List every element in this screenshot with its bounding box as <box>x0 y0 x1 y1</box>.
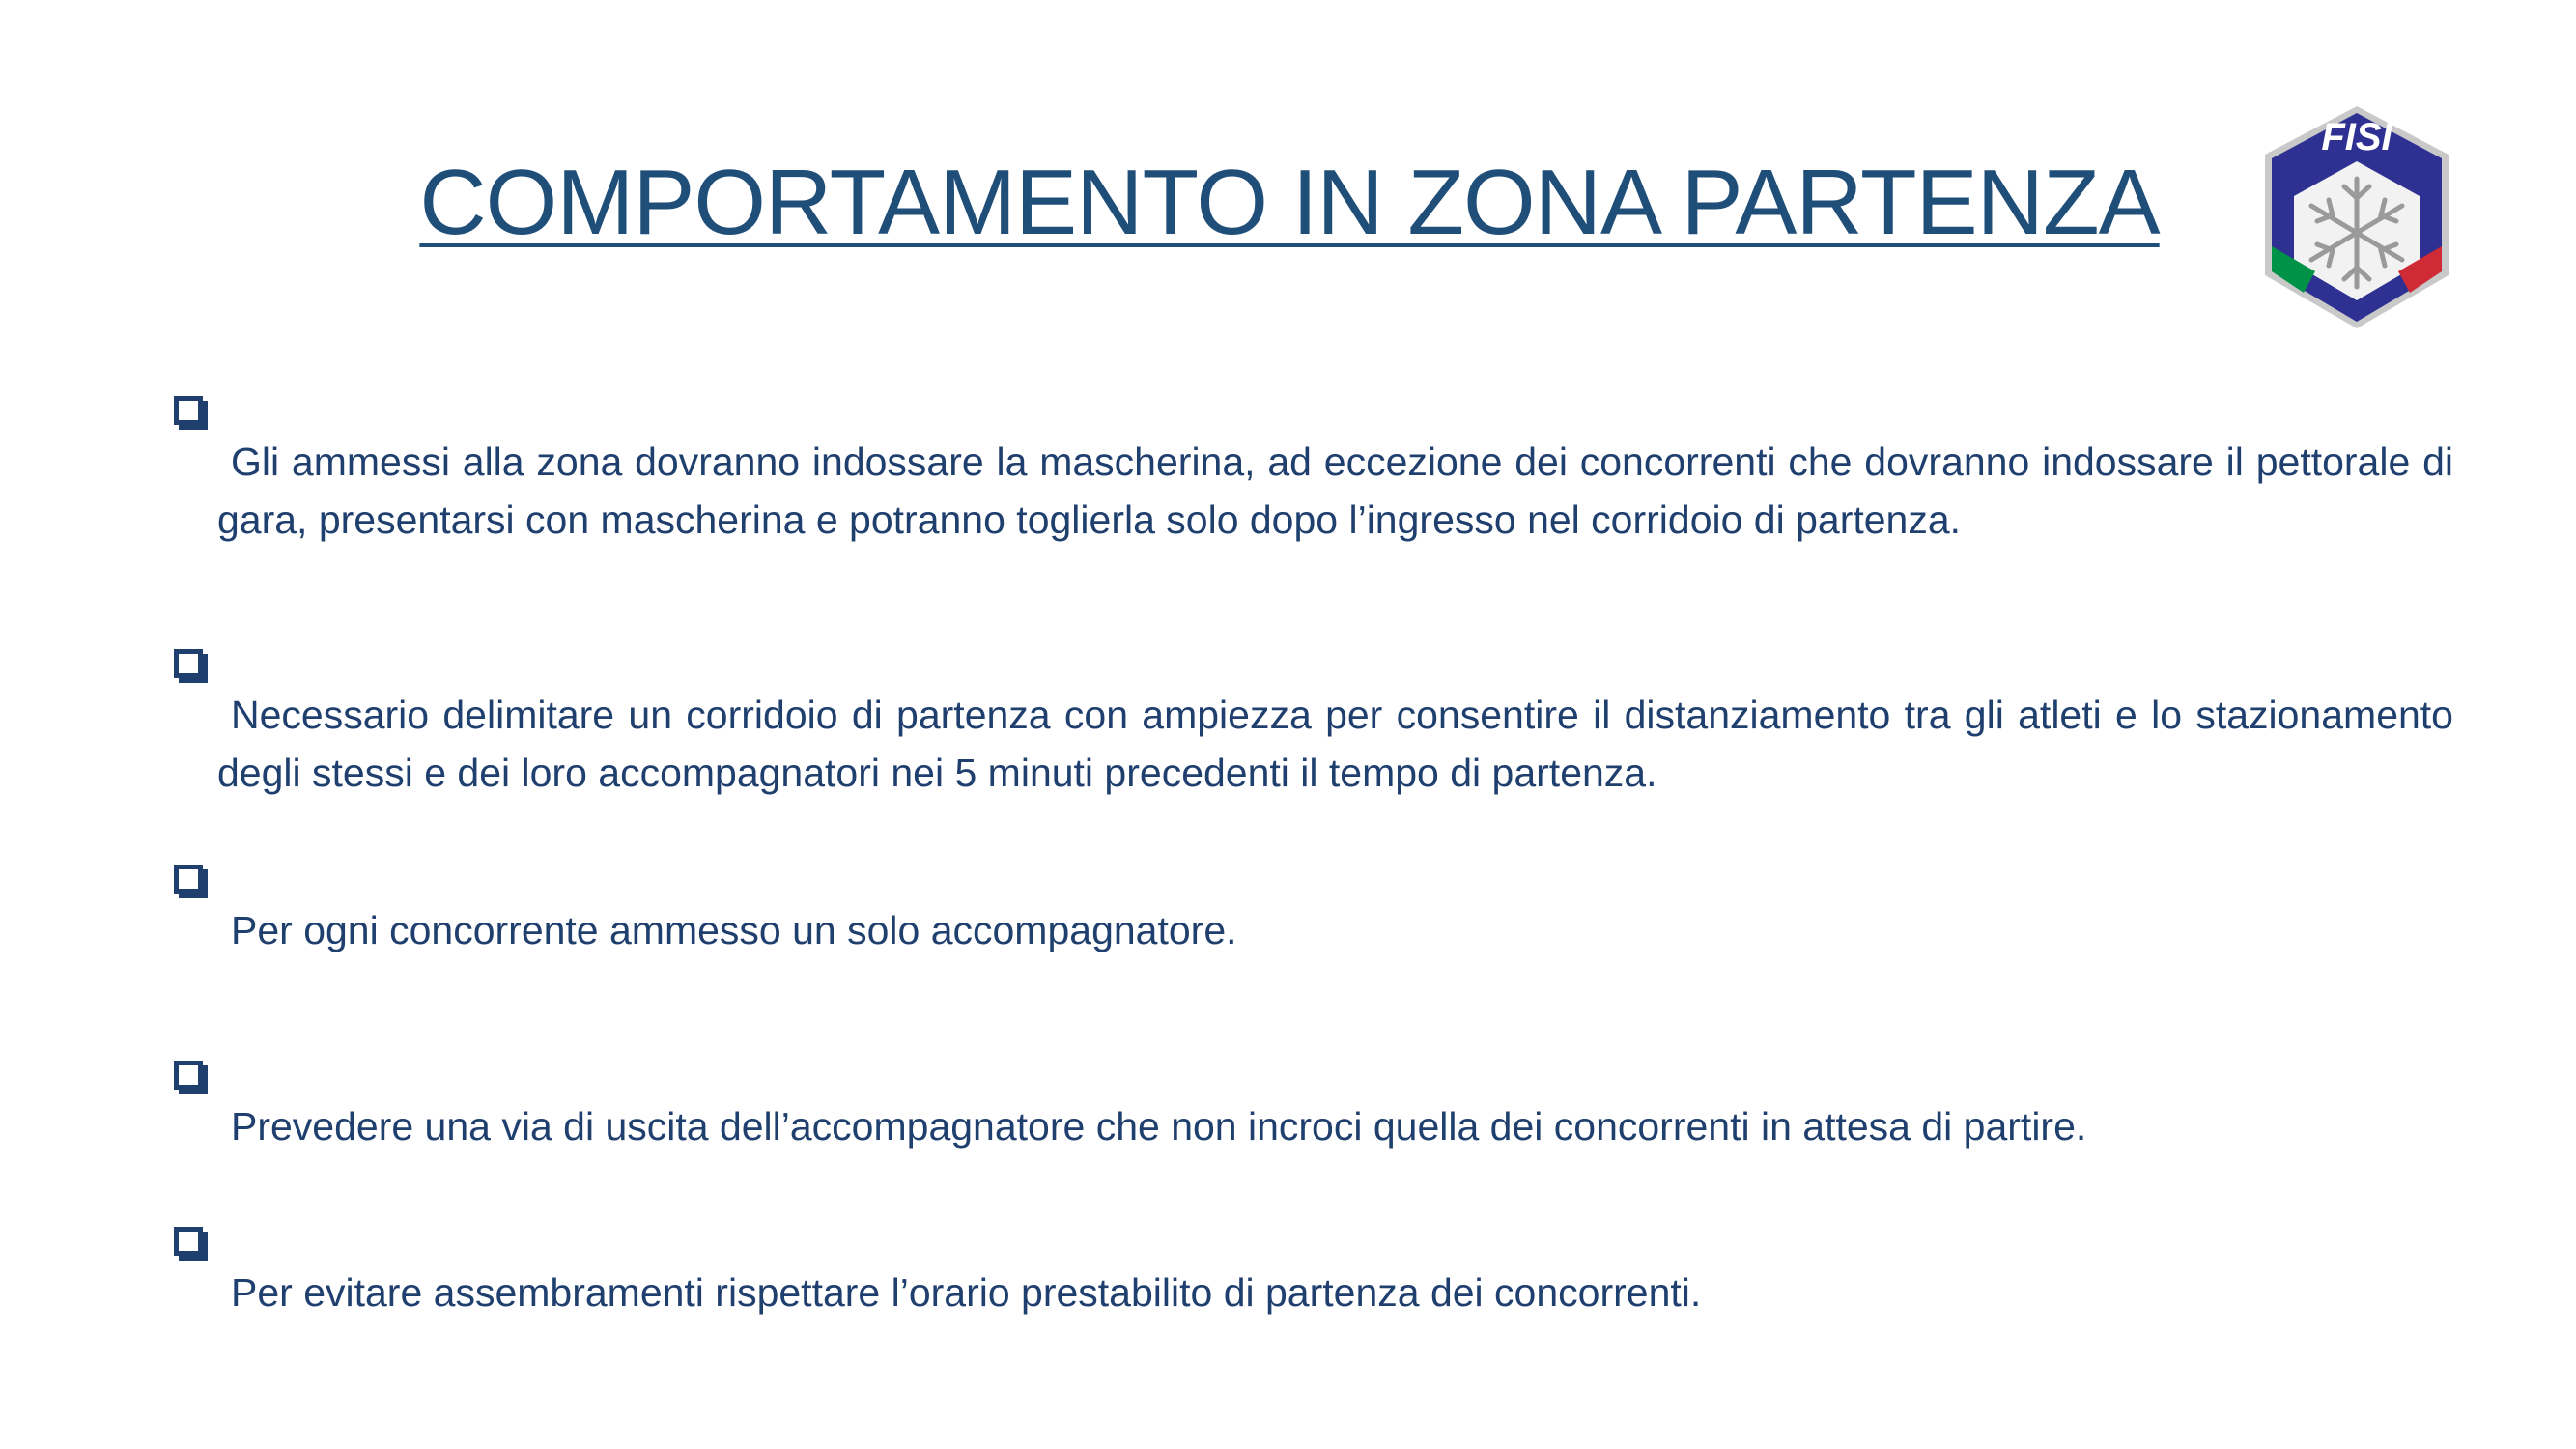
checkbox-bullet-icon <box>174 1061 203 1090</box>
checkbox-bullet-icon <box>174 649 203 678</box>
logo-text: FISI <box>2321 116 2392 158</box>
bullet-text: Per ogni concorrente ammesso un solo accompagnatore. <box>231 908 1237 952</box>
slide-title: COMPORTAMENTO IN ZONA PARTENZA <box>419 151 2160 254</box>
checkbox-bullet-icon <box>174 1227 203 1256</box>
checkbox-bullet-icon <box>174 396 203 425</box>
checkbox-bullet-icon <box>174 865 203 894</box>
fisi-logo <box>2255 101 2458 333</box>
bullet-text: Necessario delimitare un corridoio di partenza con ampiezza per consentire il distanziamento tra gli atleti e lo stazionamento degli stessi e dei loro accompagnatori nei 5 minuti precedenti il tempo di partenza. <box>217 693 2453 795</box>
bullet-text: Per evitare assembramenti rispettare l’orario prestabilito di partenza dei concorrenti. <box>231 1270 1702 1315</box>
bullet-text: Prevedere una via di uscita dell’accompagnatore che non incroci quella dei concorrenti in attesa di partire. <box>231 1104 2087 1149</box>
bullet-text: Gli ammessi alla zona dovranno indossare la mascherina, ad eccezione dei concorrenti che dovranno indossare il pettorale di gara, presentarsi con mascherina e potranno toglierla solo dopo l’ingresso nel corridoio di partenza. <box>217 440 2453 542</box>
